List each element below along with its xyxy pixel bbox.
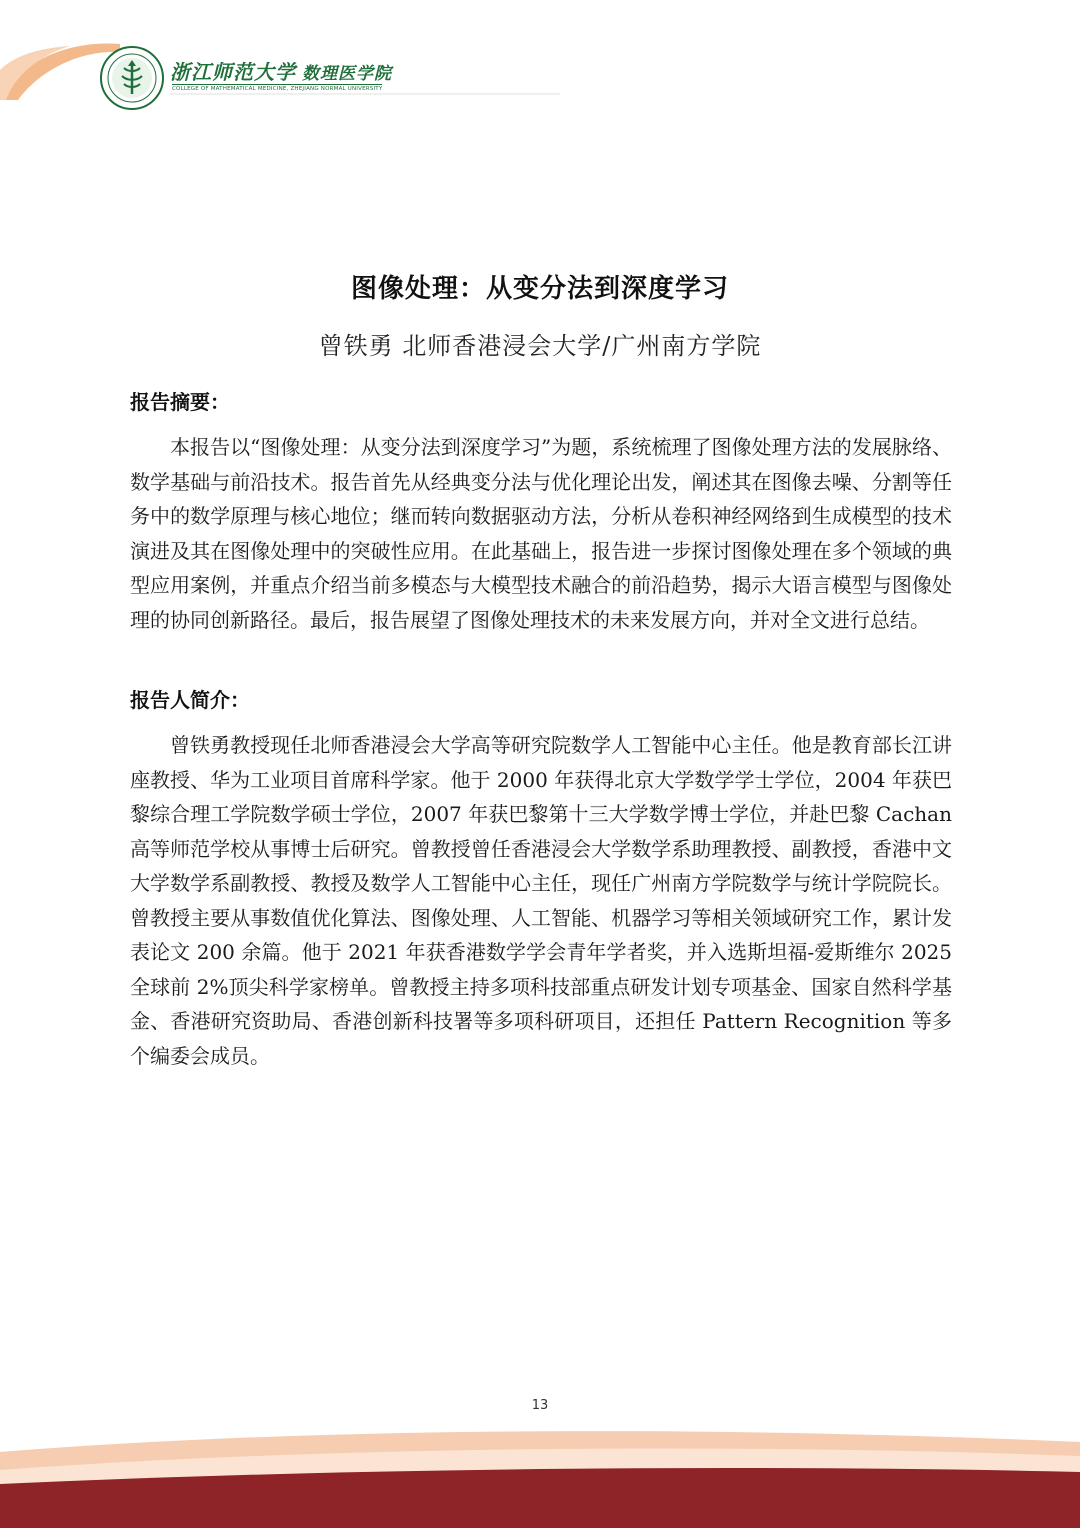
bio-paragraph: 曾铁勇教授现任北师香港浸会大学高等研究院数学人工智能中心主任。他是教育部长江讲座教授、华为工业项目首席科学家。他于 2000 年获得北京大学数学学士学位，2004 年获巴黎综合理工学院数学硕士学位，2007 年获巴黎第十三大学数学博士学位，并赴巴黎 Cachan 高等师范学校从事博士后研究。曾教授曾任香港浸会大学数学系助理教授、副教授，香港中文大学数学系副教授、教授及数学人工智能中心主任，现任广州南方学院数学与统计学院院长。曾教授主要从事数值优化算法、图像处理、人工智能、机器学习等相关领域研究工作，累计发表论文 200 余篇。他于 2021 年获香港数学学会青年学者奖，并入选斯坦福-爱斯维尔 2025 全球前 2%顶尖科学家榜单。曾教授主持多项科技部重点研发计划专项基金、国家自然科学基金、香港研究资助局、香港创新科技署等多项科研项目，还担任 Pattern Recognition 等多个编委会成员。 [130,733,952,1068]
bio-heading: 报告人简介： [130,688,250,712]
logo-university-name: 浙江师范大学 [170,60,296,84]
speaker-line: 曾铁勇 北师香港浸会大学/广州南方学院 [318,332,762,360]
logo-college-name: 数理医学院 [302,64,392,84]
logo-english-name: COLLEGE OF MATHEMATICAL MEDICINE, ZHEJIANG NORMAL UNIVERSITY [172,86,383,92]
footer-decorative-wave [0,1412,1080,1528]
abstract-paragraph: 本报告以“图像处理：从变分法到深度学习”为题，系统梳理了图像处理方法的发展脉络、数学基础与前沿技术。报告首先从经典变分法与优化理论出发，阐述其在图像去噪、分割等任务中的数学原理与核心地位；继而转向数据驱动方法，分析从卷积神经网络到生成模型的技术演进及其在图像处理中的突破性应用。在此基础上，报告进一步探讨图像处理在多个领域的典型应用案例，并重点介绍当前多模态与大模型技术融合的前沿趋势，揭示大语言模型与图像处理的协同创新路径。最后，报告展望了图像处理技术的未来发展方向，并对全文进行总结。 [130,435,952,632]
university-seal-icon [100,46,164,110]
logo-wordmark [170,56,392,85]
abstract-heading: 报告摘要： [130,390,230,414]
report-title: 图像处理：从变分法到深度学习 [350,274,729,304]
page-header [0,0,1080,130]
page-number: 13 [531,1398,549,1413]
